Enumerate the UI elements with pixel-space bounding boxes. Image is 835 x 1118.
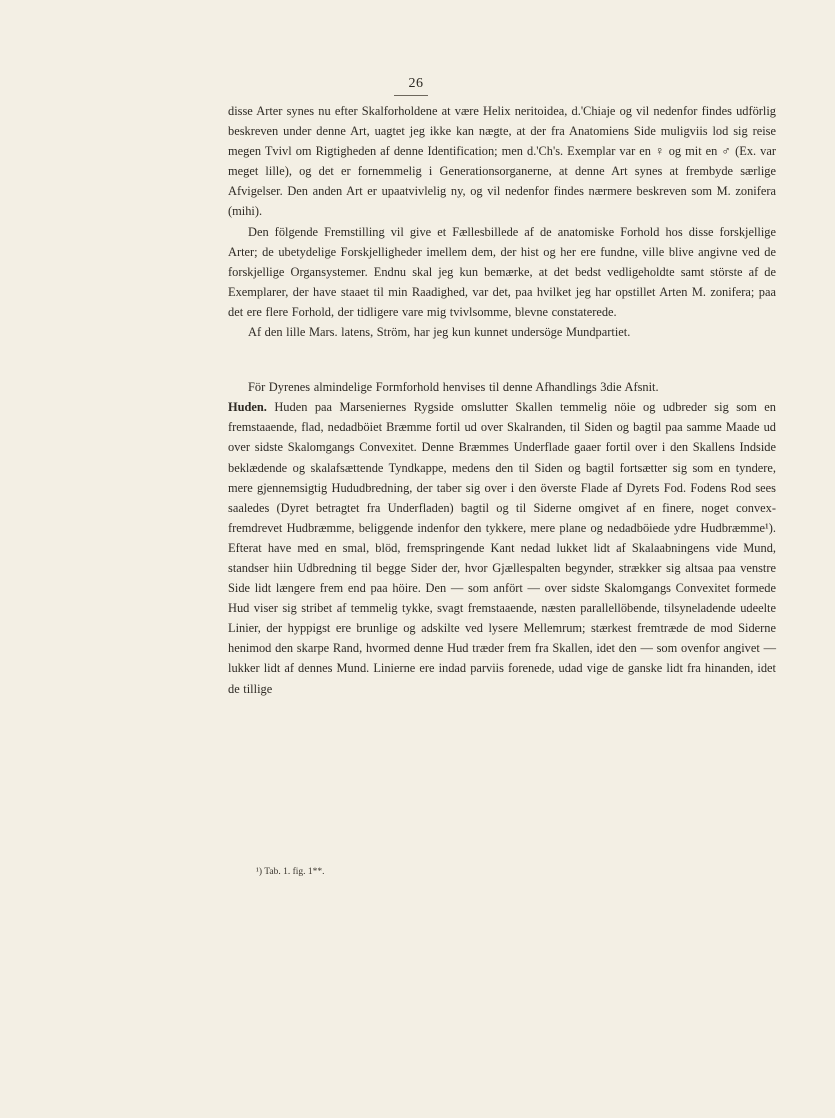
paragraph-3: Af den lille Mars. latens, Ström, har jeg kun kunnet undersöge Mundpartiet. bbox=[248, 325, 631, 340]
page-number: 26 bbox=[408, 76, 424, 91]
section-body: Huden paa Marseniernes Rygside omslutter Skallen temmelig nöie og udbreder sig som en fremstaaende, flad, nedadböiet Bræmme fortil ud over Skalranden, til Siden og bagtil paa samme Maade ud over sidste Skalomgangs Convexitet. Denne Bræmmes Underflade gaaer fortil over i den Skallens Indside beklædende og skalafsættende Tyndkappe, medens den til Siden og bagtil fortsætter sig som en tyndere, mere gjennemsigtig Hududbredning, der taber sig over i den överste Flade af Dyrets Fod. Fodens Rod sees saaledes (Dyret betragtet fra Underfladen) bagtil og til Siderne omgivet af en finere, noget convex-fremdrevet Hudbræmme, beliggende indenfor den tykkere, mere plane og nedadböiede ydre Hudbræmme¹). Efterat have med en smal, blöd, fremspringende Kant nedad lukket lidt af Skalaabningens vide Mund, standser hiin Udbredning til begge Sider der, hvor Gjællespalten begynder, strækker sig altsaa paa venstre Side lidt længere frem end paa höire. Den — som anfört — over sidste Skalomgangs Convexitet formede Hud viser sig stribet af temmelig tykke, svagt fremstaaende, næsten parallellöbende, tilsyneladende udeelte Linier, der hyppigst ere brunlige og adskilte ved lysere Mellemrum; stærkest fremtræde de mod Siderne henimod den skarpe Rand, hvormed denne Hud træder frem fra Skallen, idet den — som ovenfor angivet — lukker lidt af dennes Mund. Linierne ere indad parviis forenede, udad vige de ganske lidt fra hinanden, idet de tillige bbox=[228, 400, 776, 696]
paragraph-2: Den fölgende Fremstilling vil give et Fællesbillede af de anatomiske Forhold hos disse forskjellige Arter; de ubetydelige Forskjelligheder imellem dem, der hist og her ere fundne, ville blive angivne ved de forskjellige Organsystemer. Endnu skal jeg kun bemærke, at det bedst vedligeholdte samt störste af de Exemplarer, der have staaet til min Raadighed, var det, paa hvilket jeg har opstillet Arten M. zonifera; paa det ere flere Forhold, der tidligere vare mig tvivlsomme, blevne constaterede. bbox=[228, 224, 776, 319]
section-huden bbox=[228, 397, 776, 698]
footnote: ¹) Tab. 1. fig. 1**. bbox=[256, 867, 325, 877]
main-text bbox=[228, 101, 776, 699]
section-intro: För Dyrenes almindelige Formforhold henvises til denne Afhandlings 3die Afsnit. bbox=[248, 380, 659, 395]
page-number-rule bbox=[394, 95, 428, 96]
paragraph-1: disse Arter synes nu efter Skalforholdene at være Helix neritoidea, d.'Chiaje og vil nedenfor findes udförlig beskreven under denne Art, uagtet jeg ikke kan nægte, at der fra Anatomiens Side muligviis lod sig reise megen Tvivl om Rigtigheden af denne Identification; men d.'Ch's. Exemplar var en ♀ og mit en ♂ (Ex. var meget lille), og det er fornemmelig i Generationsorganerne, at denne Art synes at frembyde særlige Afvigelser. Den anden Art er upaatvivlelig ny, og vil nedenfor findes nærmere beskreven som M. zonifera (mihi). bbox=[228, 104, 776, 219]
section-heading: Huden. bbox=[228, 400, 267, 415]
section-gap bbox=[228, 342, 776, 377]
